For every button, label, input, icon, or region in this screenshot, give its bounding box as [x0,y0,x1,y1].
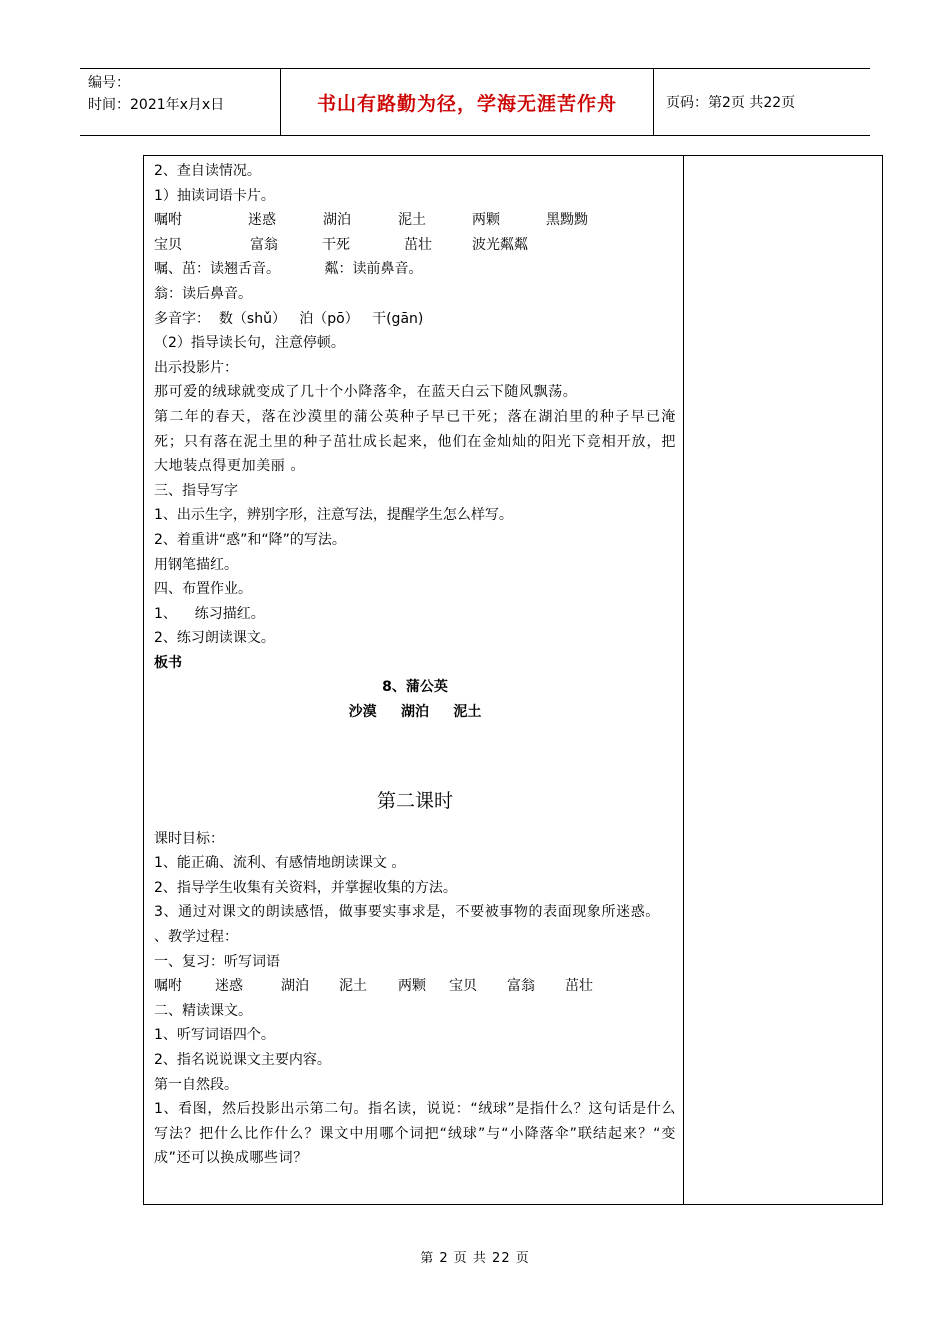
code-label: 编号： [88,75,130,91]
text-line: 2、查自读情况。 [154,163,261,179]
text-line: （2）指导读长句，注意停顿。 [154,335,345,352]
text-line: 翁：读后鼻音。 [154,285,252,302]
paragraph: 1、看图，然后投影出示第二句。指名读，说说：“绒球”是指什么？这句话是什么写法？把什么比作什么？课文中用哪个词把“绒球”与“小降落伞”联结起来？“变成”还可以换成哪些词？ [154,1101,676,1167]
vocab-word: 波光粼粼 [472,236,528,253]
page-footer: 第 2 页 共 22 页 [420,1251,530,1266]
vocab-word: 湖泊 [281,978,309,995]
text-line: 2、指导学生收集有关资料，并掌握收集的方法。 [154,879,457,896]
board-words: 沙漠 湖泊 泥土 [348,704,482,721]
text-line: 1）抽读词语卡片。 [154,187,275,204]
text-line: 2、指名说说课文主要内容。 [154,1052,331,1068]
text-line: 第一自然段。 [154,1076,238,1093]
lesson-table [143,155,883,1205]
text-line: 1、能正确、流利、有感情地朗读课文 。 [154,855,406,872]
board-label: 板书 [154,654,182,671]
vocab-word: 茁壮 [565,978,593,995]
vocab-word: 迷惑 [248,212,276,229]
vocab-word: 宝贝 [154,236,182,253]
text-line: 出示投影片： [154,359,238,376]
header-meta [80,69,280,135]
vocab-word: 黑黝黝 [546,212,588,229]
text-line: 课时目标： [154,830,224,847]
text-line: 一、复习：听写词语 [154,953,280,970]
text-line: 、教学过程： [154,929,238,946]
vocab-word: 泥土 [339,978,367,995]
text-line: 嘱、茁：读翘舌音。 粼：读前鼻音。 [154,261,423,278]
vocab-word: 干死 [322,236,350,253]
lesson-2-title: 第二课时 [376,789,453,812]
vocab-word: 两颗 [472,212,500,229]
text-line: 二、精读课文。 [154,1002,252,1019]
vocab-word: 嘱咐 [154,978,182,995]
vocab-word: 嘱咐 [154,212,182,229]
vocab-word: 湖泊 [323,212,351,229]
board-title: 8、蒲公英 [382,679,448,696]
time-label: 时间：2021年x月x日 [88,97,225,113]
vocab-word: 茁壮 [404,236,432,253]
lesson-content [154,159,676,1171]
vocab-word: 宝贝 [449,978,477,995]
text-line: 四、布置作业。 [154,581,252,598]
text-line: 用钢笔描红。 [154,556,238,573]
text-line: 多音字： 数（shǔ） 泊（pō） 干(gān) [154,310,424,327]
paragraph: 3、通过对课文的朗读感悟，做事要实事求是，不要被事物的表面现象所迷惑。 [154,904,660,921]
text-line: 2、着重讲“惑”和“降”的写法。 [154,531,346,548]
text-line: 1、出示生字，辨别字形，注意写法，提醒学生怎么样写。 [154,507,513,524]
vocab-word: 迷惑 [215,978,243,995]
text-line: 1、听写词语四个。 [154,1027,275,1044]
vocab-word: 富翁 [250,236,278,253]
paragraph: 第二年的春天，落在沙漠里的蒲公英种子早已干死；落在湖泊里的种子早已淹死；只有落在泥土里的种子茁壮成长起来，他们在金灿灿的阳光下竞相开放，把大地装点得更加美丽 。 [154,408,676,475]
vocab-row-3 [154,974,676,999]
header-motto: 书山有路勤为径，学海无涯苦作舟 [280,69,654,135]
vocab-row-1 [154,208,676,233]
text-line: 2、练习朗读课文。 [154,630,275,647]
text-line: 三、指导写字 [154,482,238,499]
page-header [80,68,870,136]
column-divider [683,156,684,1204]
vocab-word: 两颗 [398,978,426,995]
header-page-info: 页码：第2页 共22页 [666,95,796,111]
text-line: 1、 练习描红。 [154,605,265,622]
vocab-word: 富翁 [507,978,535,995]
vocab-row-2 [154,233,676,258]
paragraph: 那可爱的绒球就变成了几十个小降落伞，在蓝天白云下随风飘荡。 [154,384,578,401]
vocab-word: 泥土 [398,212,426,229]
